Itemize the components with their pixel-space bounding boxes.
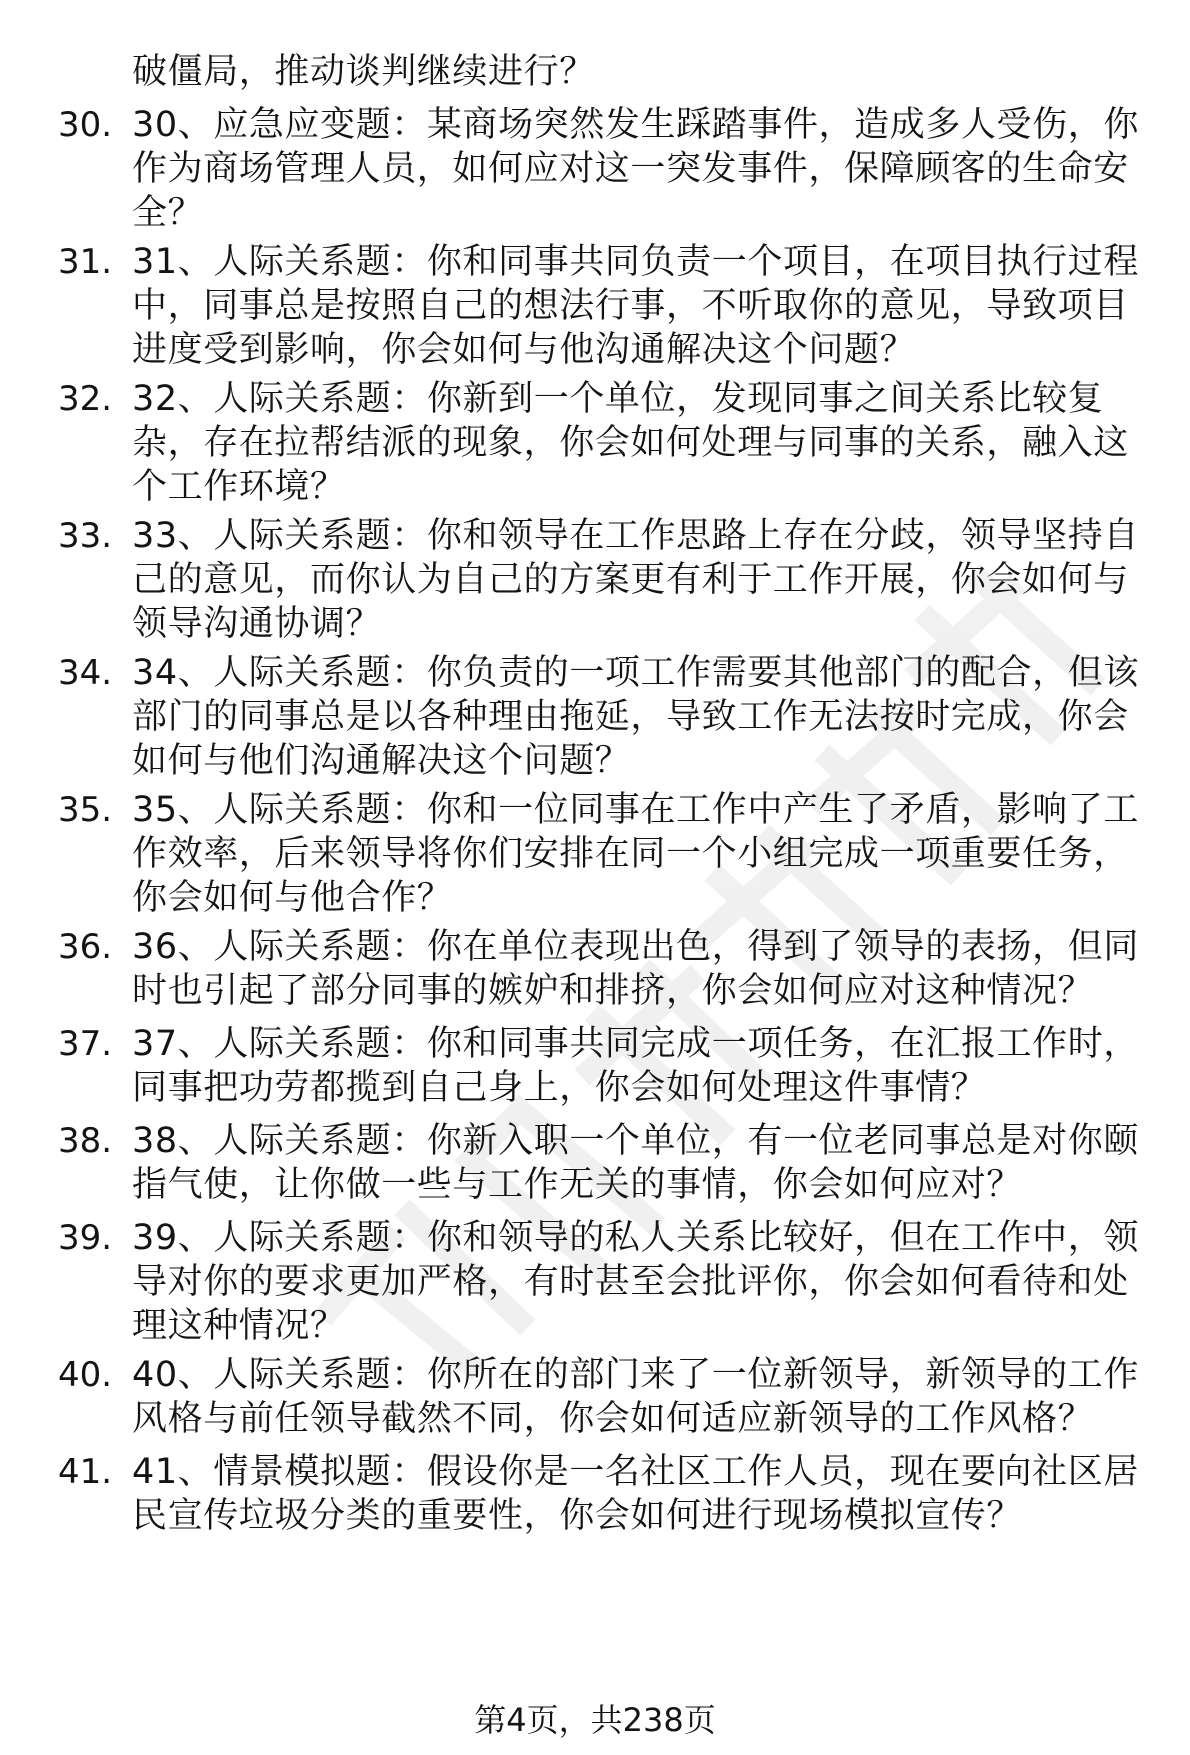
list-item-text-line: 40、人际关系题：你所在的部门来了一位新领导，新领导的工作 — [132, 1355, 1139, 1395]
list-item-text-line: 30、应急应变题：某商场突然发生踩踏事件，造成多人受伤，你 — [132, 105, 1139, 145]
list-item-text-line: 同事把功劳都揽到自己身上，你会如何处理这件事情？ — [132, 1068, 987, 1108]
list-item-text-line: 35、人际关系题：你和一位同事在工作中产生了矛盾，影响了工 — [132, 790, 1139, 830]
list-item-text-line: 37、人际关系题：你和同事共同完成一项任务，在汇报工作时， — [132, 1024, 1139, 1064]
list-item-number: 30. — [58, 105, 113, 145]
intro-line: 破僵局，推动谈判继续进行？ — [132, 52, 595, 92]
list-item-text-line: 如何与他们沟通解决这个问题？ — [132, 741, 631, 781]
page-footer: 第4页，共238页 — [474, 1701, 716, 1739]
list-item-text-line: 指气使，让你做一些与工作无关的事情，你会如何应对？ — [132, 1165, 1023, 1205]
list-item-text-line: 39、人际关系题：你和领导的私人关系比较好，但在工作中，领 — [132, 1218, 1139, 1258]
list-item-text-line: 理这种情况？ — [132, 1306, 346, 1346]
list-item-number: 38. — [58, 1121, 113, 1161]
list-item-text-line: 38、人际关系题：你新入职一个单位，有一位老同事总是对你颐 — [132, 1121, 1139, 1161]
list-item-number: 37. — [58, 1024, 113, 1064]
list-item-text-line: 31、人际关系题：你和同事共同负责一个项目，在项目执行过程 — [132, 242, 1139, 282]
list-item-text-line: 你会如何与他合作？ — [132, 878, 453, 918]
list-item-number: 31. — [58, 242, 113, 282]
list-item-text-line: 32、人际关系题：你新到一个单位，发现同事之间关系比较复 — [132, 379, 1104, 419]
list-item-text-line: 风格与前任领导截然不同，你会如何适应新领导的工作风格？ — [132, 1399, 1094, 1439]
list-item-text-line: 导对你的要求更加严格，有时甚至会批评你，你会如何看待和处 — [132, 1262, 1129, 1302]
list-item-text-line: 33、人际关系题：你和领导在工作思路上存在分歧，领导坚持自 — [132, 516, 1139, 556]
list-item-text-line: 36、人际关系题：你在单位表现出色，得到了领导的表扬，但同 — [132, 927, 1139, 967]
list-item-number: 40. — [58, 1355, 113, 1395]
list-item-number: 36. — [58, 927, 113, 967]
list-item-text-line: 时也引起了部分同事的嫉妒和排挤，你会如何应对这种情况？ — [132, 971, 1094, 1011]
list-item-number: 34. — [58, 653, 113, 693]
list-item-text-line: 作为商场管理人员，如何应对这一突发事件，保障顾客的生命安 — [132, 149, 1129, 189]
list-item-number: 39. — [58, 1218, 113, 1258]
list-item-text-line: 34、人际关系题：你负责的一项工作需要其他部门的配合，但该 — [132, 653, 1139, 693]
list-item-number: 41. — [58, 1452, 113, 1492]
list-item-text-line: 中，同事总是按照自己的想法行事，不听取你的意见，导致项目 — [132, 286, 1129, 326]
list-item-text-line: 部门的同事总是以各种理由拖延，导致工作无法按时完成，你会 — [132, 697, 1129, 737]
list-item-text-line: 民宣传垃圾分类的重要性，你会如何进行现场模拟宣传？ — [132, 1496, 1023, 1536]
list-item-text-line: 己的意见，而你认为自己的方案更有利于工作开展，你会如何与 — [132, 560, 1129, 600]
list-item-text-line: 领导沟通协调？ — [132, 604, 382, 644]
list-item-text-line: 作效率，后来领导将你们安排在同一个小组完成一项重要任务， — [132, 834, 1129, 874]
list-item-text-line: 全？ — [132, 193, 204, 233]
list-item-text-line: 个工作环境？ — [132, 467, 346, 507]
list-item-text-line: 41、情景模拟题：假设你是一名社区工作人员，现在要向社区居 — [132, 1452, 1139, 1492]
list-item-number: 33. — [58, 516, 113, 556]
list-item-number: 35. — [58, 790, 113, 830]
list-item-number: 32. — [58, 379, 113, 419]
list-item-text-line: 进度受到影响，你会如何与他沟通解决这个问题？ — [132, 330, 916, 370]
list-item-text-line: 杂，存在拉帮结派的现象，你会如何处理与同事的关系，融入这 — [132, 423, 1129, 463]
